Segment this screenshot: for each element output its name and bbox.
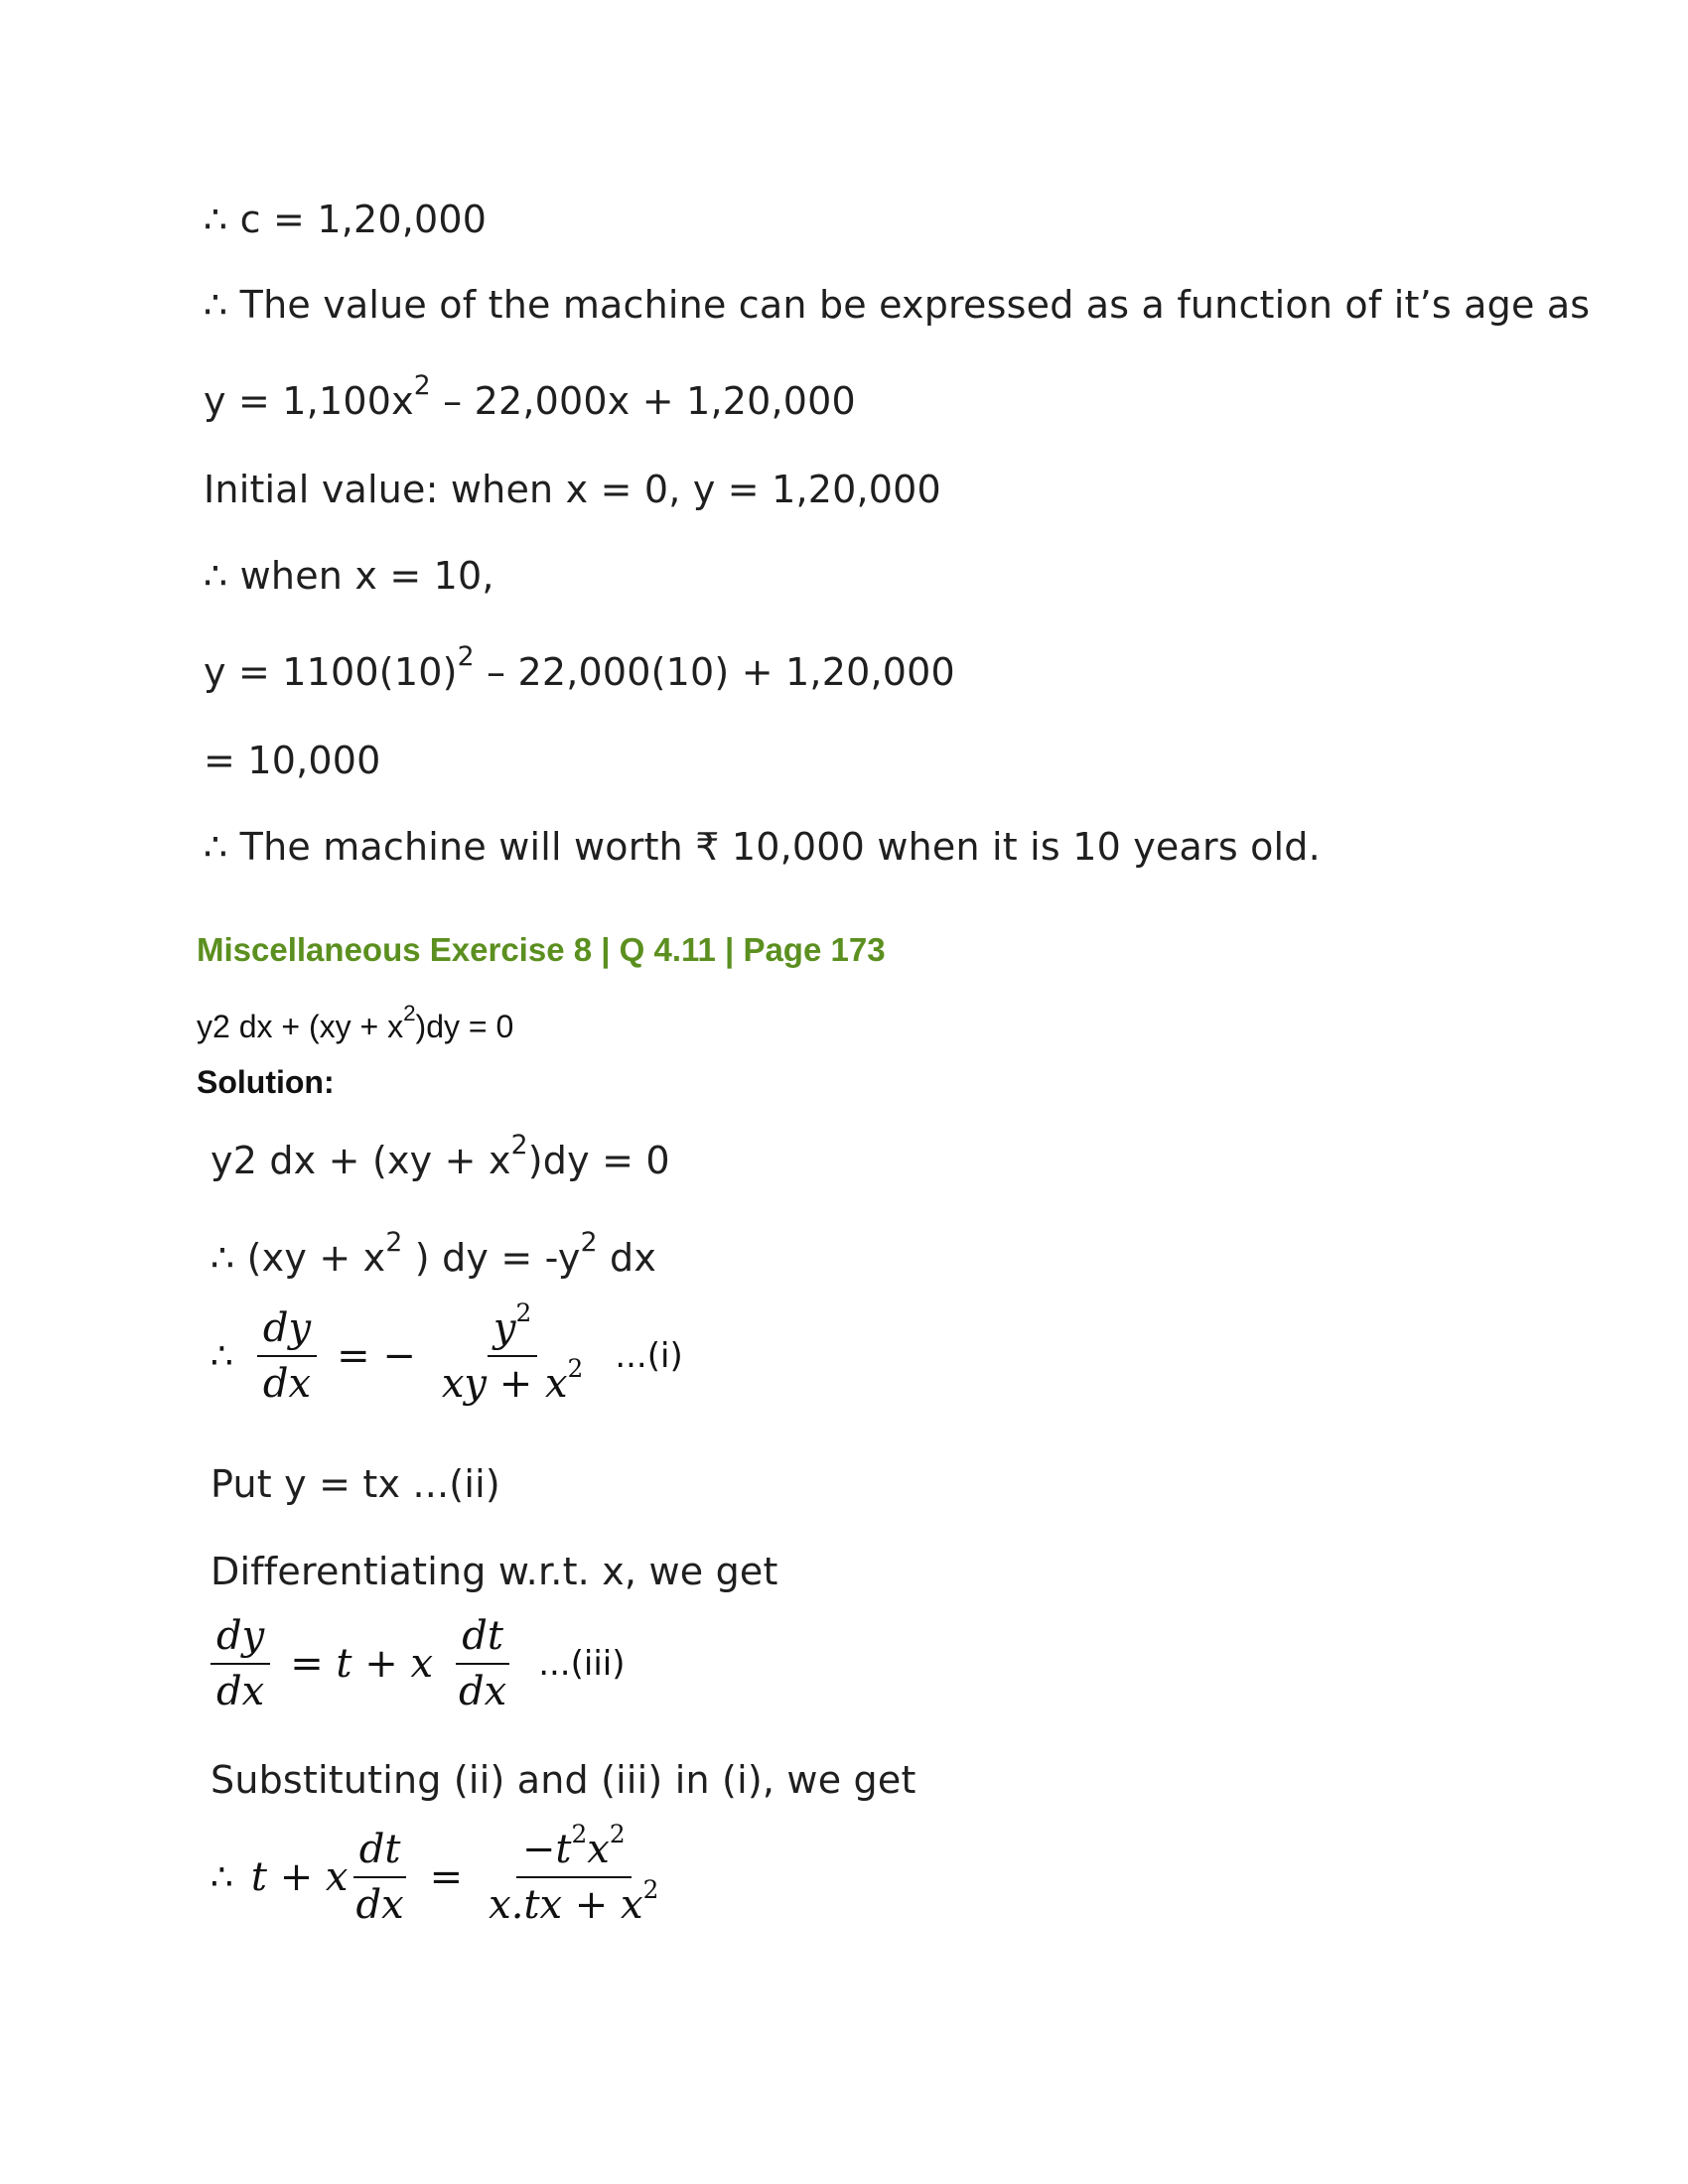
differentiating-line: Differentiating w.r.t. x, we get (211, 1550, 778, 1593)
dt-dx-fraction-iii: $\frac{dt}{dx}$ (453, 1613, 512, 1714)
dy-dx-fraction-iii: $\frac{dy}{dx}$ (211, 1613, 270, 1714)
therefore-symbol-2: ∴ (211, 1856, 233, 1898)
exercise-heading: Miscellaneous Exercise 8 | Q 4.11 | Page 173 (197, 931, 886, 968)
rhs-fraction-i: $\frac{y^2}{xy + x^2}$ (441, 1298, 584, 1407)
conclusion-line: ∴ The machine will worth ₹ 10,000 when it is 10 years old. (204, 825, 1321, 869)
solution-step-1: y2 dx + $(xy + x^2)dy = 0$ (211, 1130, 670, 1182)
put-substitution-line: Put y = tx ...(ii) (211, 1462, 500, 1506)
question-text: y2 dx + $(xy + x^2)dy = 0$ (197, 1001, 514, 1044)
initial-value-line: Initial value: when x = 0, y = 1,20,000 (204, 468, 941, 511)
substitution-line: $y = 1100(10)^2 - 22,000(10) + 1,20,000$ (204, 641, 955, 694)
substituting-line: Substituting (ii) and (iii) in (i), we get (211, 1758, 916, 1802)
dy-dx-fraction: $\frac{dy}{dx}$ (257, 1305, 317, 1407)
rhs-fraction-substituted: $\frac{-t^2x^2}{x.tx + x^2}$ (489, 1820, 659, 1928)
equation-substituted: ∴ t + x $\frac{dt}{dx}$ = $\frac{-t^2x^2}{x.tx + x^2}$ (211, 1827, 672, 1928)
dt-dx-fraction: $\frac{dt}{dx}$ (350, 1827, 409, 1928)
value-function-line: ∴ The value of the machine can be expressed as a function of it’s age as (204, 283, 1591, 327)
solution-step-2: ∴ ($xy + x^2$ ) dy = $-y^2$ dx (211, 1227, 657, 1280)
equation-tag-iii: ...(iii) (538, 1644, 626, 1684)
therefore-symbol: ∴ (211, 1335, 233, 1377)
when-x-10-line: ∴ when x = 10, (204, 554, 494, 598)
c-value-line: ∴ c = 1,20,000 (204, 198, 488, 241)
equation-iii: $\frac{dy}{dx}$ = t + x $\frac{dt}{dx}$ ...(iii) (211, 1613, 625, 1714)
result-line: = 10,000 (204, 739, 381, 782)
equation-i: ∴ $\frac{dy}{dx}$ = − $\frac{y^2}{xy + x^2}$ ...(i) (211, 1298, 683, 1407)
equation-tag-i: ...(i) (615, 1336, 683, 1376)
solution-label: Solution: (197, 1064, 335, 1100)
value-equation-line: $y = 1,100x^2 - 22,000x + 1,20,000$ (204, 370, 856, 423)
